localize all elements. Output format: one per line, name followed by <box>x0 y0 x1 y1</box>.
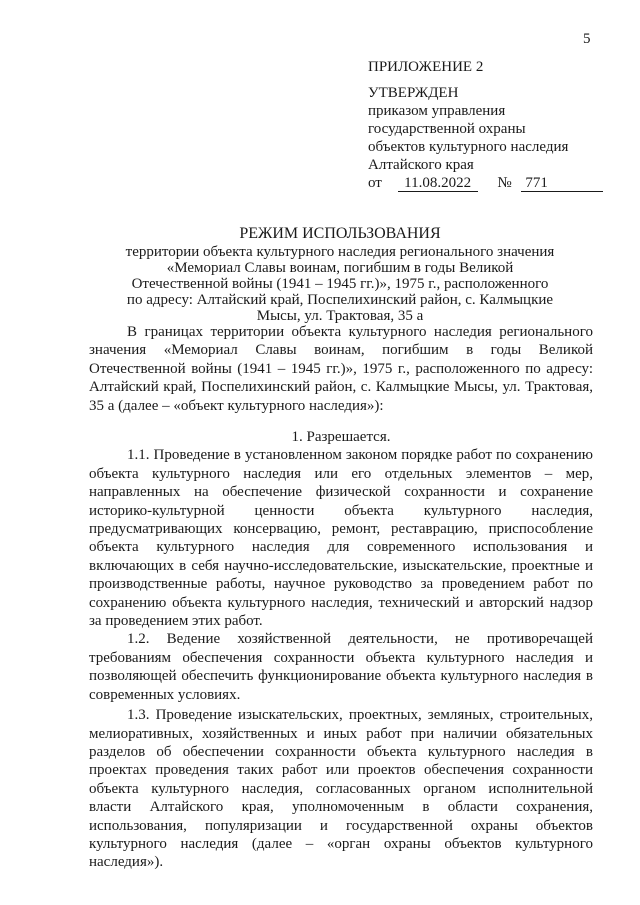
approval-line: объектов культурного наследия <box>368 139 569 155</box>
number-prefix: № <box>497 175 512 191</box>
document-body <box>89 323 593 415</box>
section-1-heading: 1. Разрешается. <box>291 429 391 445</box>
date-prefix: от <box>368 175 382 191</box>
approval-line: Алтайского края <box>368 157 474 173</box>
item-1-1: 1.1. Проведение в установленном законом порядке работ по сохранению объекта культурного наследия или его отдельных элементов – мер, направленных на обеспечение физической сохранности и сохранение историко-культурной ценности объекта культурного наследия, предусматривающих консервацию, ремонт, реставрацию, приспособление объекта культурного наследия для современного использования и включающих в себя научно-исследовательские, изыскательские, проектные и производственные работы, научное руководство за проведением работ по сохранению объекта культурного наследия, технический и авторский надзор за проведением этих работ. <box>89 447 593 630</box>
appendix-label: ПРИЛОЖЕНИЕ 2 <box>368 59 484 75</box>
title-main: РЕЖИМ ИСПОЛЬЗОВАНИЯ <box>239 225 441 242</box>
intro-paragraph: В границах территории объекта культурного наследия регионального значения «Мемориал Славы воинам, погибшим в годы Великой Отечественной войны (1941 – 1945 гг.)», 1975 г., расположенного по адресу: Алтайский край, Поспелихинский район, с. Калмыцкие Мысы, ул. Трактовая, 35 а (далее – «объект культурного наследия»): <box>89 324 593 414</box>
title-line: «Мемориал Славы воинам, погибшим в годы Великой <box>166 260 514 276</box>
title-line: территории объекта культурного наследия регионального значения <box>125 244 555 260</box>
approval-line: государственной охраны <box>368 121 526 137</box>
section-1 <box>89 428 593 872</box>
page-number: 5 <box>583 31 591 47</box>
order-number: 771 <box>521 176 603 192</box>
title-line: Мысы, ул. Трактовая, 35 а <box>256 308 424 324</box>
title-line: Отечественной войны (1941 – 1945 гг.)», 1975 г., расположенного <box>131 276 549 292</box>
order-date: 11.08.2022 <box>398 176 478 192</box>
order-date-number <box>368 174 603 192</box>
item-1-3: 1.3. Проведение изыскательских, проектных, земляных, строительных, мелиоративных, хозяйственных и иных работ при наличии обязательных разделов об обеспечении сохранности объекта культурного наследия в проектах проведения таких работ или проектов обеспечения сохранности объекта культурного наследия, согласованных органом исполнительной власти Алтайского края, уполномоченным в области сохранения, использования, популяризации и государственной охраны объектов культурного наследия (далее – «орган охраны объектов культурного наследия»). <box>89 707 593 871</box>
approval-block <box>368 58 603 192</box>
approved-label: УТВЕРЖДЕН <box>368 85 459 101</box>
item-1-2: 1.2. Ведение хозяйственной деятельности, не противоречащей требованиям обеспечения сохранности объекта культурного наследия и позволяющей обеспечить функционирование объекта культурного наследия в современных условиях. <box>89 631 593 703</box>
title-line: по адресу: Алтайский край, Поспелихинский район, с. Калмыцкие <box>126 292 554 308</box>
approval-line: приказом управления <box>368 103 506 119</box>
document-title <box>90 226 590 324</box>
